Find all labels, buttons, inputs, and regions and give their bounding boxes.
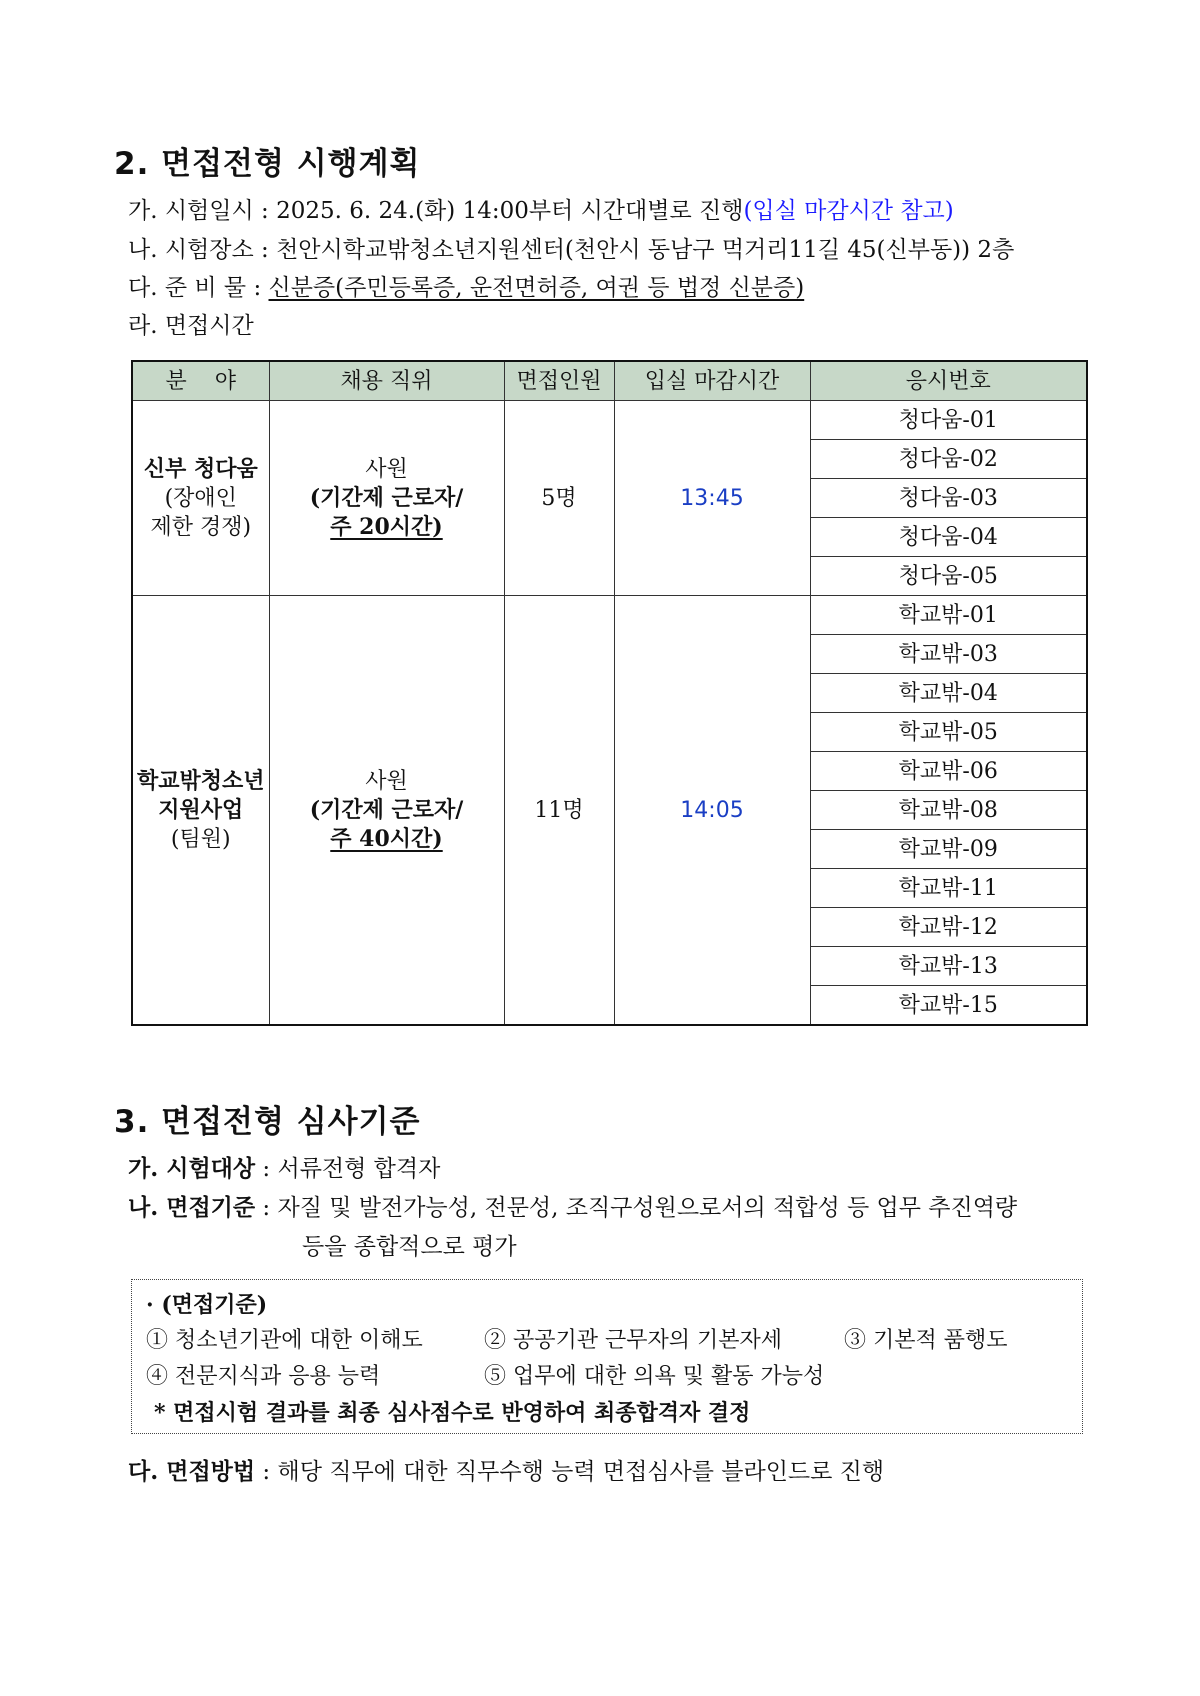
count-cell: 5명 xyxy=(504,401,614,596)
criteria-note: * 면접시험 결과를 최종 심사점수로 반영하여 최종합격자 결정 xyxy=(154,1400,751,1426)
target-label: 가. 시험대상 xyxy=(128,1155,256,1182)
target-sep: : xyxy=(262,1156,271,1182)
field-sub: (팀원) xyxy=(170,826,231,852)
position-type: (기간제 근로자/ xyxy=(309,484,464,511)
criteria-box-title: · (면접기준) xyxy=(146,1292,268,1318)
time-cell: 14:05 xyxy=(614,596,810,1026)
exam-date-value: 2025. 6. 24.(화) 14:00부터 시간대별로 진행 xyxy=(276,198,744,224)
header-field: 분 야 xyxy=(132,361,269,401)
field-name: 신부 청다움 xyxy=(143,455,258,482)
exam-date-label: 가. 시험일시 xyxy=(128,198,254,224)
applicant-number: 청다움-05 xyxy=(810,557,1087,596)
method-sep: : xyxy=(262,1459,271,1485)
applicant-number: 학교밖-13 xyxy=(810,947,1087,986)
criteria-label: 나. 면접기준 xyxy=(128,1194,256,1221)
target-line xyxy=(128,1154,440,1184)
section2-title: 2. 면접전형 시행계획 xyxy=(114,146,421,182)
position-title: 사원 xyxy=(365,456,408,482)
supplies-line xyxy=(128,273,804,303)
criterion-5: ⑤ 업무에 대한 의욕 및 활동 가능성 xyxy=(484,1364,825,1389)
criteria-value: 자질 및 발전가능성, 전문성, 조직구성원으로서의 적합성 등 업무 추진역량 xyxy=(277,1195,1018,1221)
header-time: 입실 마감시간 xyxy=(614,361,810,401)
method-label: 다. 면접방법 xyxy=(128,1458,256,1485)
interview-time-line xyxy=(128,311,254,341)
applicant-number: 청다움-02 xyxy=(810,440,1087,479)
count-cell: 11명 xyxy=(504,596,614,1026)
time-cell: 13:45 xyxy=(614,401,810,596)
criterion-3: ③ 기본적 품행도 xyxy=(844,1328,1008,1353)
exam-date-note: (입실 마감시간 참고) xyxy=(743,198,954,224)
exam-place-value: 천안시학교밖청소년지원센터(천안시 동남구 먹거리11길 45(신부동)) 2층 xyxy=(276,237,1015,263)
applicant-number: 학교밖-04 xyxy=(810,674,1087,713)
position-hours: 주 40시간) xyxy=(330,825,443,852)
field-name: 학교밖청소년 xyxy=(136,767,265,794)
field-name: 지원사업 xyxy=(158,796,244,823)
criteria-value-cont: 등을 종합적으로 평가 xyxy=(302,1234,517,1260)
applicant-number: 청다움-01 xyxy=(810,401,1087,440)
header-count: 면접인원 xyxy=(504,361,614,401)
header-position: 채용 직위 xyxy=(269,361,504,401)
applicant-number: 학교밖-15 xyxy=(810,986,1087,1026)
criteria-box xyxy=(131,1279,1083,1434)
table-header-row xyxy=(132,361,1087,401)
header-number: 응시번호 xyxy=(810,361,1087,401)
table-row xyxy=(132,596,1087,635)
applicant-number: 학교밖-05 xyxy=(810,713,1087,752)
position-cell xyxy=(269,401,504,596)
criteria-sep: : xyxy=(262,1195,271,1221)
applicant-number: 학교밖-01 xyxy=(810,596,1087,635)
interview-time-label: 라. 면접시간 xyxy=(128,313,254,339)
method-line xyxy=(128,1457,884,1487)
position-hours: 주 20시간) xyxy=(330,513,443,540)
applicant-number: 학교밖-03 xyxy=(810,635,1087,674)
section3-title: 3. 면접전형 심사기준 xyxy=(114,1104,421,1140)
applicant-number: 학교밖-08 xyxy=(810,791,1087,830)
exam-date-sep: : xyxy=(261,198,269,224)
applicant-number: 학교밖-11 xyxy=(810,869,1087,908)
position-title: 사원 xyxy=(365,768,408,794)
criterion-2: ② 공공기관 근무자의 기본자세 xyxy=(484,1328,783,1353)
exam-date-line xyxy=(128,196,954,226)
field-cell xyxy=(132,401,269,596)
exam-place-label: 나. 시험장소 xyxy=(128,237,254,263)
supplies-label: 다. 준 비 물 xyxy=(128,275,247,301)
applicant-number: 학교밖-09 xyxy=(810,830,1087,869)
field-sub: (장애인 xyxy=(164,485,237,511)
method-value: 해당 직무에 대한 직무수행 능력 면접심사를 블라인드로 진행 xyxy=(277,1459,885,1485)
applicant-number: 학교밖-12 xyxy=(810,908,1087,947)
position-cell xyxy=(269,596,504,1026)
applicant-number: 청다움-04 xyxy=(810,518,1087,557)
field-sub: 제한 경쟁) xyxy=(150,514,252,540)
field-cell xyxy=(132,596,269,1026)
interview-schedule-table xyxy=(131,360,1088,1026)
target-value: 서류전형 합격자 xyxy=(277,1156,441,1182)
criteria-line xyxy=(128,1193,1017,1223)
applicant-number: 청다움-03 xyxy=(810,479,1087,518)
criterion-1: ① 청소년기관에 대한 이해도 xyxy=(146,1328,423,1353)
supplies-value: 신분증(주민등록증, 운전면허증, 여권 등 법정 신분증) xyxy=(268,275,805,301)
supplies-sep: : xyxy=(253,275,262,301)
exam-place-sep: : xyxy=(261,237,269,263)
criterion-4: ④ 전문지식과 응용 능력 xyxy=(146,1364,381,1389)
position-type: (기간제 근로자/ xyxy=(309,796,464,823)
applicant-number: 학교밖-06 xyxy=(810,752,1087,791)
table-row xyxy=(132,401,1087,440)
exam-place-line xyxy=(128,235,1014,265)
